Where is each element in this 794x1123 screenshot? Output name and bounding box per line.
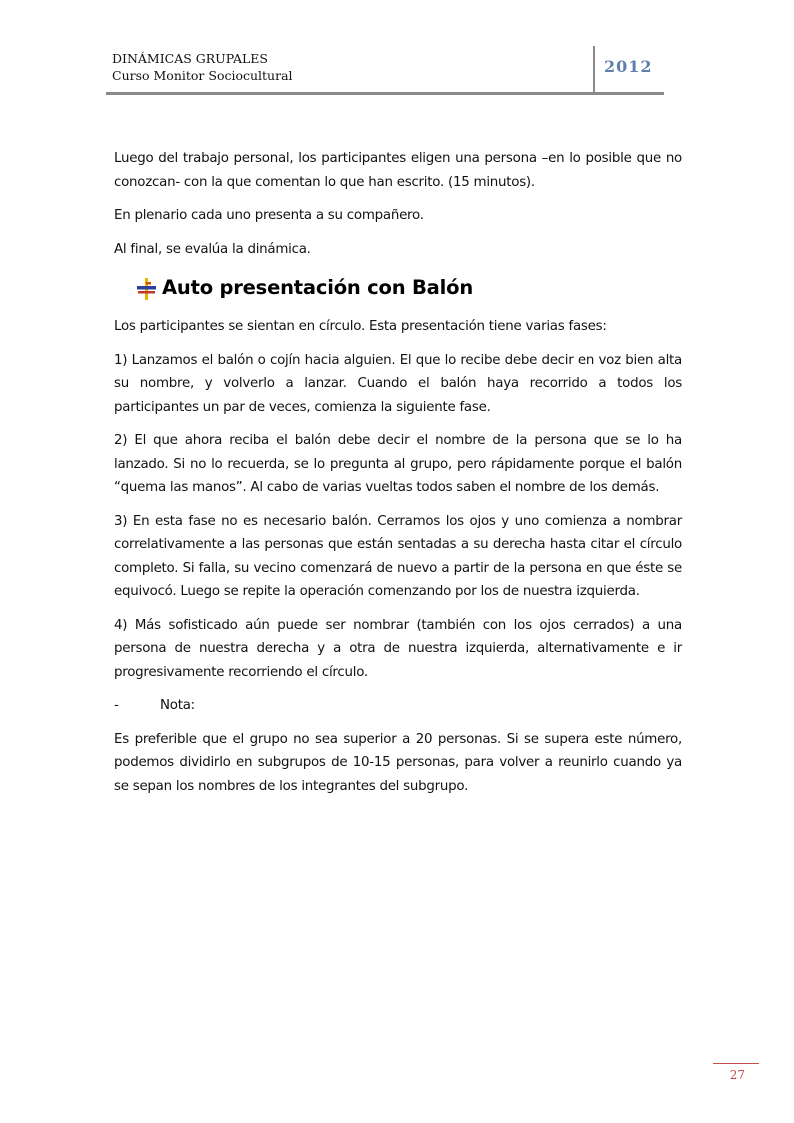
section-paragraph: 4) Más sofisticado aún puede ser nombrar (también con los ojos cerrados) a una persona de nuestra derecha y a otra de nuestra izquierda, alternativamente e ir progresivamente recorriendo el círculo. — [114, 617, 682, 680]
section-paragraph: 1) Lanzamos el balón o cojín hacia alguien. El que lo recibe debe decir en voz bien alta su nombre, y volverlo a lanzar. Cuando el balón haya recorrido a todos los participantes un par de veces, comienza la siguiente fase. — [114, 352, 682, 415]
page-number: 27 — [729, 1068, 745, 1082]
page-content — [114, 147, 682, 808]
header-title: DINÁMICAS GRUPALES — [112, 51, 268, 66]
section-paragraph: 3) En esta fase no es necesario balón. Cerramos los ojos y uno comienza a nombrar correlativamente a las personas que están sentadas a su derecha hasta citar el círculo completo. Si falla, su vecino comenzará de nuevo a partir de la persona en que éste se equivocó. Luego se repite la operación comenzando por los de nuestra izquierda. — [114, 513, 682, 599]
note-marker: - — [114, 698, 119, 713]
header-year: 2012 — [604, 57, 653, 76]
section-paragraph: 2) El que ahora reciba el balón debe decir el nombre de la persona que se lo ha lanzado. Si no lo recuerda, se lo pregunta al grupo, pero rápidamente porque el balón “quema las manos”. Al cabo de varias vueltas todos saben el nombre de los demás. — [114, 433, 682, 495]
intro-paragraph: Al final, se evalúa la dinámica. — [114, 241, 311, 257]
page-header — [106, 50, 664, 95]
note-line — [114, 694, 682, 718]
intro-paragraph: En plenario cada uno presenta a su compañero. — [114, 208, 424, 223]
header-rule — [106, 92, 664, 95]
footer-rule — [713, 1063, 759, 1064]
section-heading — [134, 273, 682, 303]
intro-paragraph: Luego del trabajo personal, los participantes eligen una persona –en lo posible que no conozcan- con la que comentan lo que han escrito. (15 minutos). — [114, 151, 682, 190]
note-label: Nota: — [160, 698, 195, 713]
header-divider — [593, 46, 595, 92]
section-heading-text: Auto presentación con Balón — [162, 276, 473, 299]
cross-bullet-icon — [134, 277, 158, 301]
note-paragraph: Es preferible que el grupo no sea superior a 20 personas. Si se supera este número, podemos dividirlo en subgrupos de 10-15 personas, para volver a reunirlo cuando ya se sepan los nombres de los integrantes del subgrupo. — [114, 731, 682, 794]
header-titles — [112, 50, 293, 84]
header-subtitle: Curso Monitor Sociocultural — [112, 68, 293, 83]
section-paragraph: Los participantes se sientan en círculo. Esta presentación tiene varias fases: — [114, 319, 607, 334]
